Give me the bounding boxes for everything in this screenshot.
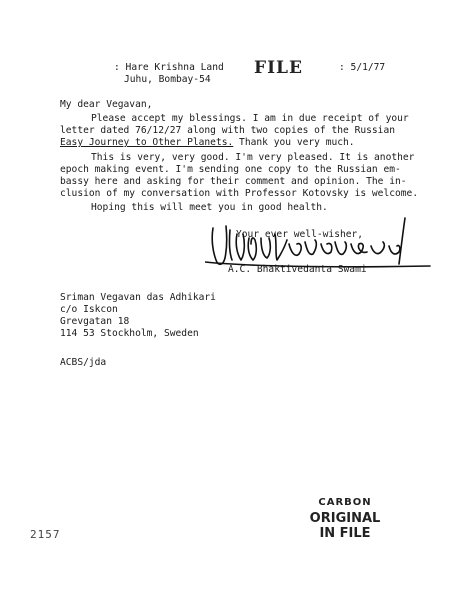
recipient-line2: c/o Iskcon <box>60 304 118 315</box>
paragraph1-line2: letter dated 76/12/27 along with two copies of the Russian <box>60 125 396 136</box>
paragraph1-line1: Please accept my blessings. I am in due receipt of your <box>91 113 409 124</box>
paragraph2-line2: epoch making event. I'm sending one copy to the Russian em- <box>60 164 401 175</box>
paragraph3-line1: Hoping this will meet you in good health. <box>91 202 328 213</box>
recipient-line1: Sriman Vegavan das Adhikari <box>60 292 216 303</box>
paragraph1-line3-rest: Thank you very much. <box>233 137 355 148</box>
stamp-line1: CARBON <box>318 497 372 508</box>
stamp-line3: IN FILE <box>319 526 371 541</box>
salutation: My dear Vegavan, <box>60 99 153 110</box>
closing: Your ever well-wisher, <box>236 229 364 240</box>
paragraph2-line4: clusion of my conversation with Professor Kotovsky is welcome. <box>60 188 419 199</box>
paragraph2-line1: This is very, very good. I'm very pleased. It is another <box>91 152 415 163</box>
sender-address-line2: Juhu, Bombay-54 <box>124 74 211 85</box>
paragraph2-line3: bassy here and asking for their comment and opinion. The in- <box>60 176 407 187</box>
sender-address-line1: : Hare Krishna Land <box>114 62 224 73</box>
paragraph1-line3 <box>60 137 355 149</box>
recipient-line3: Grevgatan 18 <box>60 316 130 327</box>
recipient-line4: 114 53 Stockholm, Sweden <box>60 328 199 339</box>
reference-initials: ACBS/jda <box>60 357 107 368</box>
letter-date: : 5/1/77 <box>339 62 386 73</box>
signer-name: A.C. Bhaktivedanta Swami <box>228 264 367 275</box>
carbon-stamp <box>300 496 390 541</box>
book-title: Easy Journey to Other Planets. <box>60 137 234 148</box>
stamp-line2: ORIGINAL <box>309 511 381 526</box>
file-stamp: FILE <box>254 58 303 78</box>
page-number: 2157 <box>30 528 61 541</box>
